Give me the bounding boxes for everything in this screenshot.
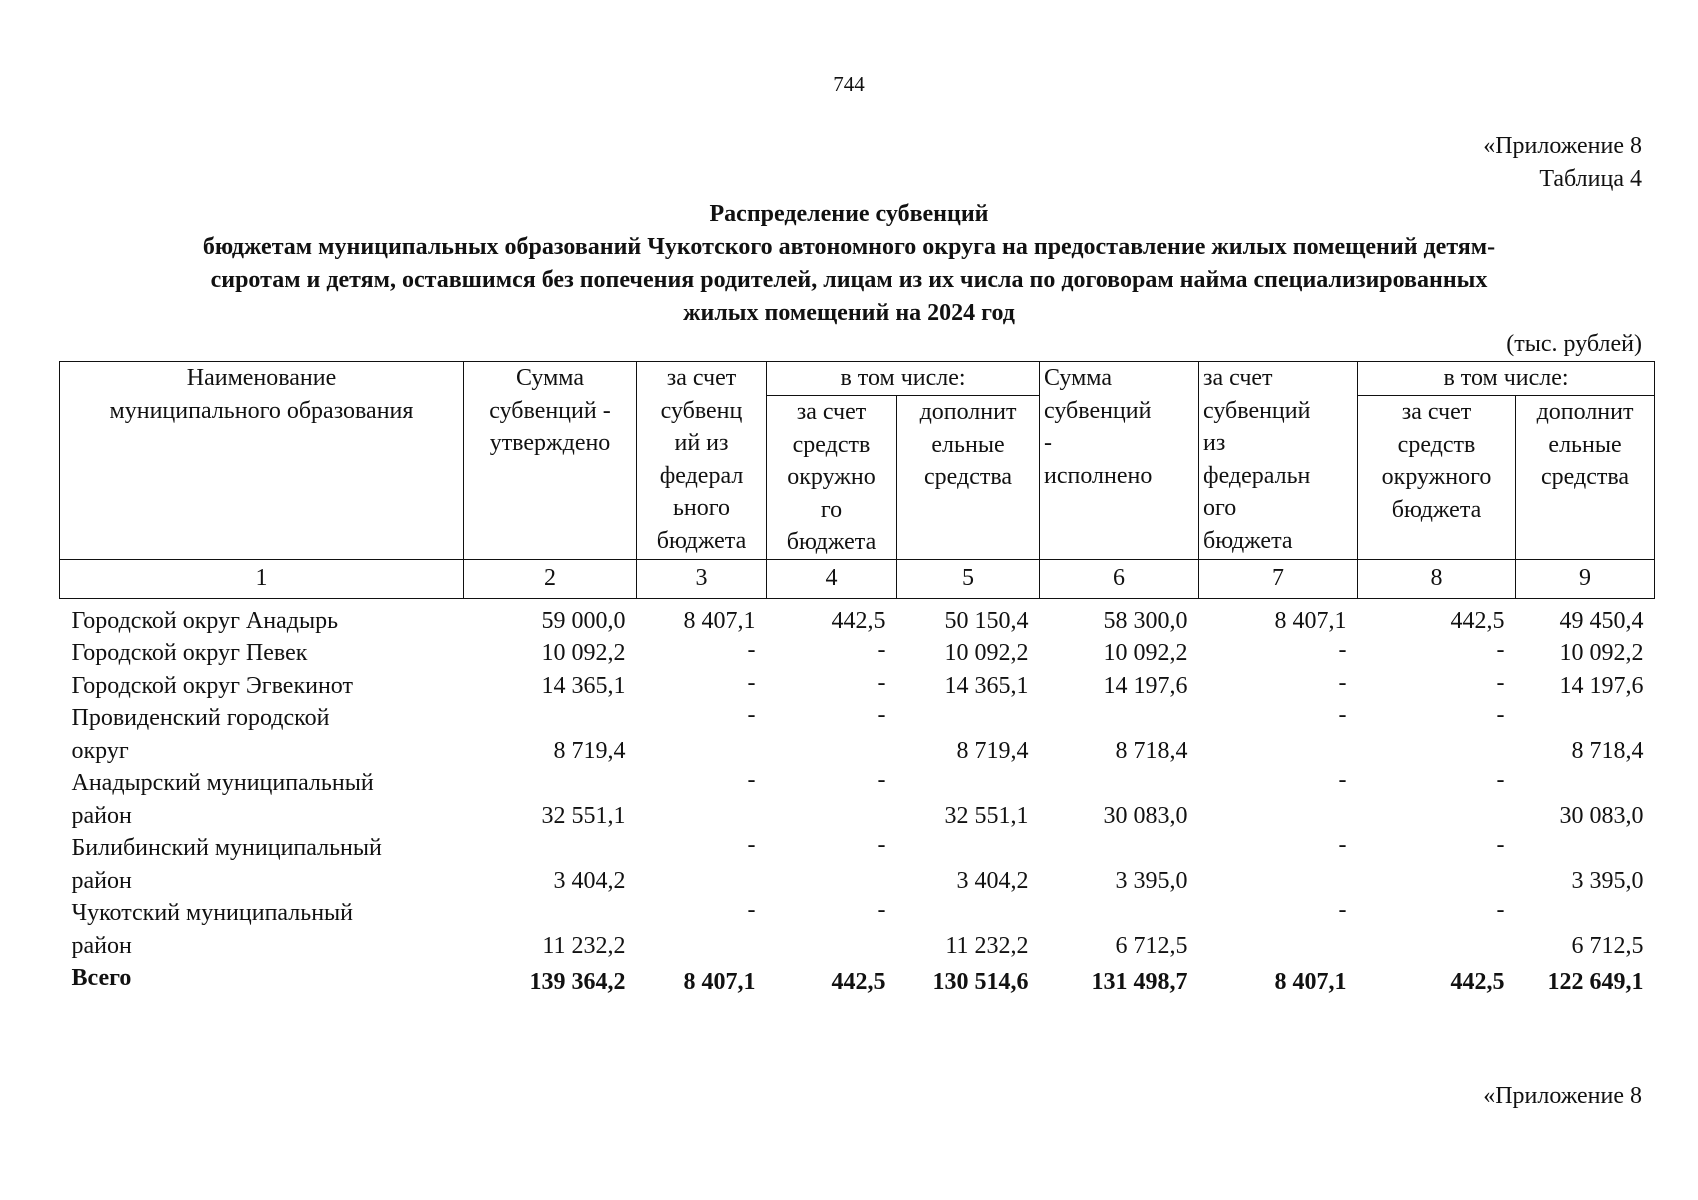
value-cell — [1358, 670, 1516, 703]
cell-value: 8 718,4 — [1571, 737, 1644, 764]
header-line: ельные — [1548, 431, 1622, 458]
municipality-name-line: Городской округ Певек — [71, 640, 308, 666]
column-number: 3 — [637, 559, 767, 598]
header-col-4 — [767, 396, 897, 560]
cell-value: 10 092,2 — [1559, 640, 1644, 666]
total-value: 130 514,6 — [932, 969, 1029, 995]
cell-value: 3 404,2 — [553, 867, 626, 894]
document-title — [0, 198, 1698, 330]
header-col-6 — [1040, 362, 1199, 560]
value-cell — [897, 702, 1040, 767]
value-cell — [1199, 702, 1358, 767]
table-body — [60, 598, 1655, 999]
value-cell — [1358, 767, 1516, 832]
value-cell — [464, 637, 637, 670]
header-line: Наименование — [186, 365, 337, 391]
value-cell — [767, 605, 897, 638]
total-row — [60, 962, 1655, 999]
value-cell — [1358, 637, 1516, 670]
value-cell — [767, 637, 897, 670]
cell-value: 8 718,4 — [1115, 737, 1188, 764]
cell-value: - — [747, 669, 756, 696]
cell-value: 11 232,2 — [542, 932, 626, 959]
table-row — [60, 605, 1655, 638]
header-line: федеральн — [1203, 462, 1311, 489]
header-line: ьного — [672, 495, 731, 521]
cell-value: - — [747, 897, 756, 923]
header-col-2 — [464, 362, 637, 560]
appendix-label-bottom: «Приложение 8 — [1483, 1083, 1642, 1109]
value-cell — [637, 702, 767, 767]
header-line: бюджета — [1203, 527, 1293, 554]
header-line: субвенций — [1044, 397, 1152, 424]
municipality-name — [60, 670, 464, 703]
header-line: бюджета — [786, 529, 877, 555]
header-line: федерал — [659, 462, 744, 489]
cell-value: - — [747, 637, 756, 663]
value-cell — [637, 637, 767, 670]
total-value: 8 407,1 — [683, 969, 756, 995]
value-cell — [897, 767, 1040, 832]
header-line: дополнит — [1536, 399, 1634, 425]
cell-value: 8 407,1 — [1274, 607, 1347, 634]
value-cell — [464, 605, 637, 638]
cell-value: 10 092,2 — [541, 640, 626, 666]
header-line: субвенций - — [489, 397, 611, 424]
header-col-9 — [1516, 396, 1655, 560]
value-cell — [637, 897, 767, 962]
header-line: бюджета — [1391, 496, 1482, 523]
value-cell — [464, 702, 637, 767]
value-cell — [897, 832, 1040, 897]
cell-value: 442,5 — [831, 607, 886, 634]
value-cell — [1358, 832, 1516, 897]
header-line: муниципального образования — [109, 397, 414, 424]
cell-value: 442,5 — [1450, 607, 1505, 634]
value-cell — [1358, 605, 1516, 638]
municipality-name — [60, 832, 464, 897]
header-group-2: в том числе: — [1358, 362, 1655, 396]
title-line-1: Распределение субвенций — [709, 201, 989, 227]
value-cell — [1040, 637, 1199, 670]
municipality-name-line: Городской округ Анадырь — [71, 607, 339, 634]
cell-value: - — [1338, 702, 1347, 728]
header-line: ого — [1203, 495, 1237, 521]
header-line: субвенций — [1203, 397, 1311, 424]
header-col-1 — [60, 362, 464, 560]
cell-value: 10 092,2 — [1103, 640, 1188, 666]
value-cell — [1199, 897, 1358, 962]
cell-value: - — [1496, 832, 1505, 858]
value-cell — [637, 605, 767, 638]
table-row — [60, 702, 1655, 767]
value-cell — [1199, 637, 1358, 670]
cell-value: 3 395,0 — [1571, 867, 1644, 894]
header-line: бюджета — [656, 527, 747, 554]
total-value: 442,5 — [831, 969, 886, 995]
cell-value: - — [747, 767, 756, 793]
total-value: 131 498,7 — [1091, 969, 1188, 995]
municipality-name-line: Чукотский муниципальный — [71, 900, 354, 926]
municipality-name-line: округ — [71, 737, 129, 764]
header-line: средства — [924, 464, 1013, 490]
value-cell — [767, 670, 897, 703]
cell-value: 6 712,5 — [1571, 932, 1644, 959]
total-value: 139 364,2 — [529, 969, 626, 995]
column-number: 1 — [60, 559, 464, 598]
cell-value: - — [877, 669, 886, 696]
header-line: средств — [1397, 431, 1476, 458]
header-line: окружно — [787, 464, 876, 490]
title-line-3: сиротам и детям, оставшимся без попечения родителей, лицам из их числа по договорам найма специализированных — [210, 267, 1488, 293]
cell-value: 30 083,0 — [1559, 802, 1644, 829]
value-cell — [767, 767, 897, 832]
header-line: Сумма — [516, 365, 584, 391]
cell-value: 11 232,2 — [945, 932, 1029, 959]
header-line: за счет — [666, 365, 737, 391]
cell-value: 10 092,2 — [944, 640, 1029, 666]
header-line: го — [820, 496, 843, 523]
column-number: 2 — [464, 559, 637, 598]
municipality-name-line: район — [71, 867, 132, 894]
cell-value: 49 450,4 — [1559, 607, 1644, 634]
value-cell — [1040, 897, 1199, 962]
header-line: за счет — [1203, 365, 1273, 391]
header-line: - — [1044, 430, 1053, 456]
total-value: 8 407,1 — [1274, 969, 1347, 995]
header-col-3 — [637, 362, 767, 560]
cell-value: 32 551,1 — [541, 802, 626, 829]
total-value: 442,5 — [1450, 969, 1505, 995]
value-cell — [1516, 767, 1655, 832]
header-line: окружного — [1381, 464, 1492, 490]
value-cell — [897, 637, 1040, 670]
header-line: утверждено — [489, 430, 611, 456]
cell-value: 59 000,0 — [541, 607, 626, 634]
column-number: 5 — [897, 559, 1040, 598]
table-label: Таблица 4 — [1539, 166, 1642, 192]
header-group-1: в том числе: — [767, 362, 1040, 396]
header-col-8 — [1358, 396, 1516, 560]
value-cell — [1040, 605, 1199, 638]
value-cell — [1040, 670, 1199, 703]
municipality-name — [60, 702, 464, 767]
value-cell — [1516, 832, 1655, 897]
table-row — [60, 832, 1655, 897]
value-cell — [1199, 832, 1358, 897]
municipality-name-line: Анадырский муниципальный — [71, 770, 374, 796]
header-col-5 — [897, 396, 1040, 560]
cell-value: - — [877, 897, 886, 923]
header-line: средств — [792, 431, 871, 458]
total-value: 122 649,1 — [1547, 969, 1644, 995]
total-label: Всего — [71, 965, 132, 991]
table-row — [60, 670, 1655, 703]
value-cell — [897, 605, 1040, 638]
cell-value: 58 300,0 — [1103, 607, 1188, 634]
cell-value: 8 719,4 — [956, 737, 1029, 764]
column-number: 6 — [1040, 559, 1199, 598]
municipality-name-line: Городской округ Эгвекинот — [71, 672, 353, 699]
cell-value: - — [1338, 669, 1347, 696]
column-number: 9 — [1516, 559, 1655, 598]
header-line: ий из — [674, 430, 729, 456]
header-line: за счет — [1401, 399, 1472, 425]
municipality-name-line: район — [71, 932, 132, 959]
value-cell — [637, 832, 767, 897]
cell-value: 14 365,1 — [541, 672, 626, 699]
header-line: средства — [1541, 464, 1630, 490]
cell-value: 14 197,6 — [1559, 672, 1644, 699]
header-line: субвенц — [660, 397, 743, 424]
cell-value: - — [1496, 637, 1505, 663]
cell-value: - — [1338, 897, 1347, 923]
header-line: исполнено — [1044, 462, 1153, 489]
value-cell — [1358, 897, 1516, 962]
value-cell — [1199, 767, 1358, 832]
appendix-footer — [1483, 1080, 1642, 1113]
municipality-name-line: Провиденский городской — [71, 705, 330, 731]
value-cell — [1358, 702, 1516, 767]
value-cell — [637, 670, 767, 703]
header-line: ельные — [931, 431, 1005, 458]
municipality-name-line: Билибинский муниципальный — [71, 835, 382, 861]
units-label: (тыс. рублей) — [1506, 331, 1642, 357]
cell-value: - — [1338, 767, 1347, 793]
cell-value: 8 719,4 — [553, 737, 626, 764]
value-cell — [1199, 605, 1358, 638]
value-cell — [464, 670, 637, 703]
cell-value: - — [1496, 767, 1505, 793]
value-cell — [767, 702, 897, 767]
value-cell — [1516, 670, 1655, 703]
page-number: 744 — [833, 72, 865, 96]
table-row — [60, 637, 1655, 670]
cell-value: 3 395,0 — [1115, 867, 1188, 894]
cell-value: - — [747, 702, 756, 728]
cell-value: 8 407,1 — [683, 607, 756, 634]
municipality-name — [60, 605, 464, 638]
value-cell — [464, 832, 637, 897]
cell-value: - — [1496, 669, 1505, 696]
cell-value: 32 551,1 — [944, 802, 1029, 829]
cell-value: 50 150,4 — [944, 607, 1029, 634]
cell-value: - — [747, 832, 756, 858]
cell-value: 30 083,0 — [1103, 802, 1188, 829]
header-line: Сумма — [1044, 365, 1112, 391]
column-number: 4 — [767, 559, 897, 598]
table-row — [60, 767, 1655, 832]
cell-value: - — [1338, 832, 1347, 858]
value-cell — [897, 897, 1040, 962]
header-line: из — [1203, 430, 1226, 456]
value-cell — [1516, 702, 1655, 767]
cell-value: - — [1496, 897, 1505, 923]
cell-value: - — [877, 832, 886, 858]
value-cell — [1040, 832, 1199, 897]
value-cell — [1516, 605, 1655, 638]
cell-value: - — [1496, 702, 1505, 728]
municipality-name — [60, 637, 464, 670]
value-cell — [464, 897, 637, 962]
cell-value: - — [877, 702, 886, 728]
title-line-2: бюджетам муниципальных образований Чукотского автономного округа на предоставление жилых помещений детям- — [202, 234, 1496, 260]
cell-value: - — [1338, 637, 1347, 663]
cell-value: - — [877, 767, 886, 793]
value-cell — [1040, 702, 1199, 767]
cell-value: 14 365,1 — [944, 672, 1029, 699]
header-line: за счет — [796, 399, 867, 425]
appendix-header — [1483, 130, 1642, 196]
municipality-name — [60, 767, 464, 832]
value-cell — [1199, 670, 1358, 703]
municipality-name-line: район — [71, 802, 132, 829]
column-number: 8 — [1358, 559, 1516, 598]
appendix-label: «Приложение 8 — [1483, 133, 1642, 159]
title-line-4: жилых помещений на 2024 год — [683, 300, 1015, 326]
municipality-name — [60, 897, 464, 962]
value-cell — [1516, 637, 1655, 670]
value-cell — [767, 832, 897, 897]
value-cell — [1516, 897, 1655, 962]
column-number: 7 — [1199, 559, 1358, 598]
value-cell — [897, 670, 1040, 703]
subvention-table — [59, 361, 1655, 999]
table-row — [60, 897, 1655, 962]
cell-value: 3 404,2 — [956, 867, 1029, 894]
cell-value: - — [877, 637, 886, 663]
cell-value: 6 712,5 — [1115, 932, 1188, 959]
value-cell — [637, 767, 767, 832]
header-col-7 — [1199, 362, 1358, 560]
header-line: дополнит — [919, 399, 1017, 425]
value-cell — [1040, 767, 1199, 832]
value-cell — [767, 897, 897, 962]
column-number-row — [60, 559, 1655, 598]
value-cell — [464, 767, 637, 832]
cell-value: 14 197,6 — [1103, 672, 1188, 699]
